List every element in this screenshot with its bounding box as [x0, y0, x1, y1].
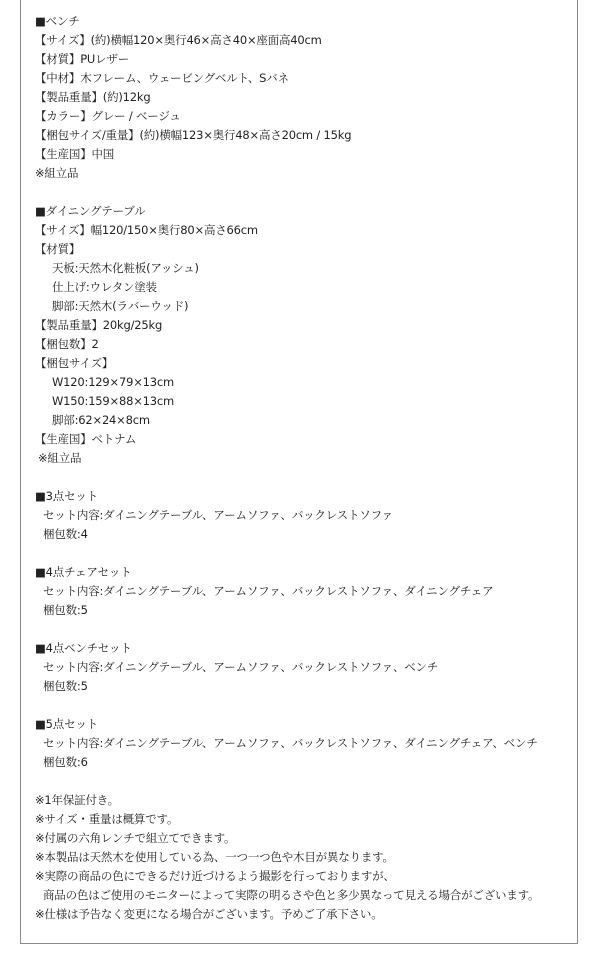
- note: ※本製品は天然木を使用している為、一つ一つ色や木目が異なります。: [35, 850, 394, 864]
- table-legs: 脚部:天然木(ラバーウッド): [52, 299, 189, 313]
- bench-package: 【梱包サイズ/重量】(約)横幅123×奥行48×高さ20cm / 15kg: [35, 128, 352, 142]
- table-count: 【梱包数】2: [35, 337, 99, 351]
- spacer: [35, 772, 570, 791]
- table-finish: 仕上げ:ウレタン塗装: [52, 280, 157, 294]
- bench-size: 【サイズ】(約)横幅120×奥行46×高さ40×座面高40cm: [35, 33, 322, 47]
- bench-material: 【材質】PUレザー: [35, 52, 130, 66]
- spacer: [35, 696, 570, 715]
- bench-color: 【カラー】グレー / ベージュ: [35, 109, 181, 123]
- note: 商品の色はご使用のモニターによって実際の明るさや色と多少異なって見える場合がございます。: [43, 888, 540, 902]
- set-count: 梱包数:6: [43, 755, 88, 769]
- bench-assembly: ※組立品: [35, 166, 79, 180]
- table-heading: ■ダイニングテーブル: [35, 204, 146, 218]
- note: ※実際の商品の色にできるだけ近づけるよう撮影を行っておりますが、: [35, 869, 395, 883]
- spacer: [35, 544, 570, 563]
- set-contents: セット内容:ダイニングテーブル、アームソファ、バックレストソファ: [43, 508, 393, 522]
- table-package-legs: 脚部:62×24×8cm: [52, 413, 150, 427]
- bench-inner: 【中材】木フレーム、ウェービングベルト、Sバネ: [35, 71, 289, 85]
- table-material-label: 【材質】: [35, 242, 81, 256]
- note: ※付属の六角レンチで組立てできます。: [35, 831, 236, 845]
- set-count: 梱包数:5: [43, 679, 88, 693]
- table-package-w150: W150:159×88×13cm: [52, 394, 175, 408]
- set-contents: セット内容:ダイニングテーブル、アームソファ、バックレストソファ、ダイニングチェア: [43, 584, 494, 598]
- set-heading: ■5点セット: [35, 717, 98, 731]
- set-contents: セット内容:ダイニングテーブル、アームソファ、バックレストソファ、ベンチ: [43, 660, 439, 674]
- set-count: 梱包数:4: [43, 527, 88, 541]
- spacer: [35, 468, 570, 487]
- table-package-label: 【梱包サイズ】: [35, 356, 114, 370]
- table-size: 【サイズ】幅120/150×奥行80×高さ66cm: [35, 223, 258, 237]
- note: ※1年保証付き。: [35, 793, 119, 807]
- set-count: 梱包数:5: [43, 603, 88, 617]
- bench-weight: 【製品重量】(約)12kg: [35, 90, 151, 104]
- note: ※サイズ・重量は概算です。: [35, 812, 179, 826]
- set-heading: ■4点ベンチセット: [35, 641, 132, 655]
- table-assembly: ※組立品: [38, 451, 82, 465]
- bench-origin: 【生産国】中国: [35, 147, 115, 161]
- table-top: 天板:天然木化粧板(アッシュ): [52, 261, 199, 275]
- spec-content: [35, 12, 570, 924]
- set-contents: セット内容:ダイニングテーブル、アームソファ、バックレストソファ、ダイニングチェア、ベンチ: [43, 736, 538, 750]
- table-package-w120: W120:129×79×13cm: [52, 375, 175, 389]
- set-heading: ■3点セット: [35, 489, 98, 503]
- note: ※仕様は予告なく変更になる場合がございます。予めご了承下さい。: [35, 907, 383, 921]
- table-origin: 【生産国】ベトナム: [35, 432, 137, 446]
- spacer: [35, 620, 570, 639]
- bench-heading: ■ベンチ: [35, 14, 80, 28]
- table-weight: 【製品重量】20kg/25kg: [35, 318, 163, 332]
- spacer: [35, 183, 570, 202]
- set-heading: ■4点チェアセット: [35, 565, 132, 579]
